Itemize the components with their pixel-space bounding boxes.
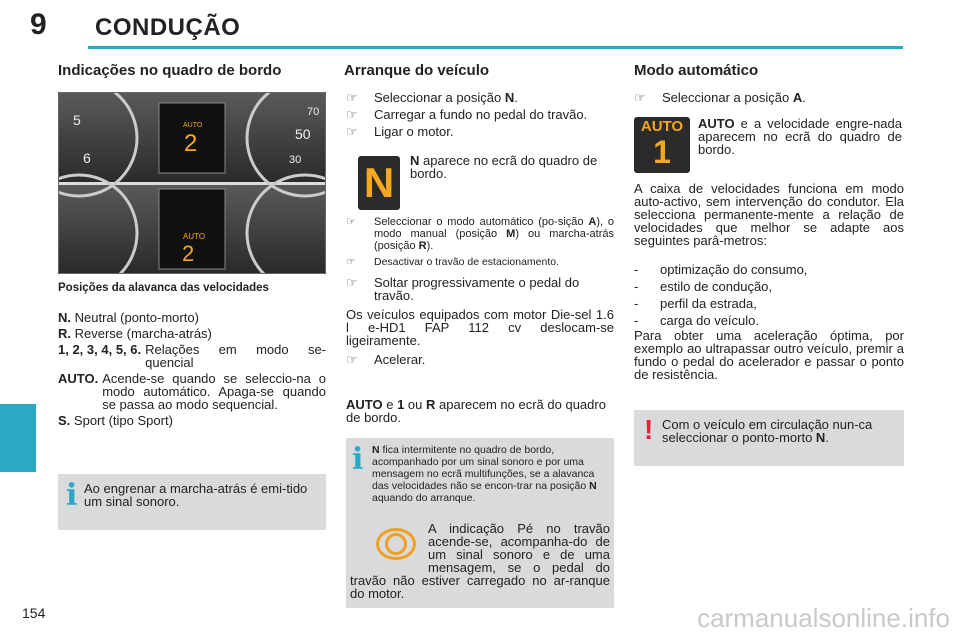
step-6: ☞ Soltar progressivamente o pedal do travão. xyxy=(346,275,580,303)
info-icon: i xyxy=(352,442,364,477)
legend-key: R. xyxy=(58,326,71,341)
section-title-dashboard: Indicações no quadro de bordo xyxy=(58,62,282,79)
section-title-start: Arranque do veículo xyxy=(344,62,490,79)
legend-key: AUTO. xyxy=(58,371,99,386)
auto-display-note: AUTO e 1 ou R aparecem no ecrã do quadro de bordo. xyxy=(346,397,606,425)
chapter-number: 9 xyxy=(30,8,47,41)
legend-item-gears xyxy=(58,343,326,369)
parameter-list xyxy=(634,263,904,327)
legend-key: N. xyxy=(58,310,71,325)
legend-item-auto xyxy=(58,372,326,411)
legend-item-s xyxy=(58,414,326,427)
pointer-icon: ☞ xyxy=(346,256,356,268)
legend-item-n xyxy=(58,311,326,324)
info-text: N fica intermitente no quadro de bordo, acompanhado por um sinal sonoro e por uma mensagem no ecrã multifunções, se a alavanca das velocidades não se encon-trar na posição N aquando do arranque. xyxy=(372,444,597,504)
legend-text: Acende-se quando se seleccio-na o modo automático. Apaga-se quando se passa ao modo sequencial. xyxy=(102,371,326,412)
auto-gear-icon: AUTO 1 xyxy=(634,117,690,173)
list-item: - optimização do consumo, xyxy=(634,262,808,277)
list-item: - carga do veículo. xyxy=(634,313,760,328)
legend-text: Neutral (ponto-morto) xyxy=(74,310,199,325)
step-4: ☞ Seleccionar o modo automático (po-sição A), o modo manual (posição M) ou marcha-atrás (posição R). xyxy=(346,216,615,252)
top-auto-label: AUTO xyxy=(183,122,203,129)
legend-key: S. xyxy=(58,413,71,428)
tick-70: 70 xyxy=(307,106,320,118)
start-steps-3 xyxy=(346,276,614,366)
warning-icon: ! xyxy=(644,414,654,445)
legend-item-r xyxy=(58,327,326,340)
legend-key: 1, 2, 3, 4, 5, 6. xyxy=(58,342,142,357)
pointer-icon: ☞ xyxy=(346,107,358,122)
auto-description: A caixa de velocidades funciona em modo auto-activo, sem intervenção do condutor. Ela selecciona permanente-mente a relação de velocidades que melhor se adapte aos seguintes parâ-metros: xyxy=(634,181,904,248)
bottom-gear-digit: 2 xyxy=(182,241,195,266)
tick-30: 30 xyxy=(289,154,302,166)
acceleration-note: Para obter uma aceleração óptima, por exemplo ao ultrapassar outro veículo, premir a fundo o pedal do acelerador e passar o ponto de resistência. xyxy=(634,328,904,382)
tick-5: 5 xyxy=(73,112,81,128)
list-item: - perfil da estrada, xyxy=(634,296,757,311)
info-text: Ao engrenar a marcha-atrás é emi-tido um sinal sonoro. xyxy=(84,481,308,509)
step-1: ☞ Seleccionar a posição N. xyxy=(346,90,518,105)
gear-legend xyxy=(58,311,326,427)
start-steps-2 xyxy=(346,216,614,272)
brake-text: A indicação Pé no travão acende-se, acompanha-do de um sinal sonoro e de uma mensagem, se o pedal do travão não estiver carregado no ar-ranque do motor. xyxy=(350,521,610,601)
legend-text: Sport (tipo Sport) xyxy=(73,413,173,428)
n-note: N aparece no ecrã do quadro de bordo. xyxy=(410,153,598,181)
chapter-title: CONDUÇÃO xyxy=(95,14,241,41)
info-box-reverse xyxy=(58,474,326,530)
header-rule xyxy=(88,46,903,49)
step-5: ☞ Desactivar o travão de estacionamento. xyxy=(346,256,560,268)
tick-50: 50 xyxy=(295,126,311,142)
chapter-side-tab xyxy=(0,404,36,472)
pointer-icon: ☞ xyxy=(346,216,356,228)
dashboard-illustration xyxy=(59,93,325,273)
start-steps xyxy=(346,91,614,138)
pointer-icon: ☞ xyxy=(346,124,358,139)
section-title-auto-mode: Modo automático xyxy=(634,62,759,79)
dashboard-photo xyxy=(58,92,326,274)
page-number: 154 xyxy=(22,605,46,621)
warning-text: Com o veículo em circulação nun-ca seleccionar o ponto-morto N. xyxy=(662,417,873,445)
info-icon: i xyxy=(66,478,78,513)
step-3: ☞ Ligar o motor. xyxy=(346,124,454,139)
n-gear-icon: N xyxy=(358,156,400,210)
pointer-icon: ☞ xyxy=(346,352,358,367)
watermark: carmanualsonline.info xyxy=(697,603,950,633)
warning-box-neutral xyxy=(634,410,904,466)
legend-text: Reverse (marcha-atrás) xyxy=(74,326,212,341)
diesel-note: Os veículos equipados com motor Die-sel 1.6 l e-HD1 FAP 112 cv deslocam-se ligeiramente. xyxy=(346,307,614,348)
legend-text: Relações em modo se-quencial xyxy=(145,342,326,370)
top-gear-digit: 2 xyxy=(184,130,198,157)
step-7: ☞ Acelerar. xyxy=(346,352,426,367)
list-item: - estilo de condução, xyxy=(634,279,773,294)
image-caption: Posições da alavanca das velocidades xyxy=(58,282,269,294)
auto-note: AUTO e a velocidade engre-nada aparecem no ecrã do quadro de bordo. xyxy=(698,116,902,157)
tick-6: 6 xyxy=(83,150,91,166)
auto-step-1: ☞ Seleccionar a posição A. xyxy=(634,90,806,105)
pointer-icon: ☞ xyxy=(346,275,358,290)
info-box-start xyxy=(346,438,614,608)
pointer-icon: ☞ xyxy=(346,90,358,105)
bottom-auto-label: AUTO xyxy=(183,232,206,241)
step-2: ☞ Carregar a fundo no pedal do travão. xyxy=(346,107,588,122)
pointer-icon: ☞ xyxy=(634,90,646,105)
